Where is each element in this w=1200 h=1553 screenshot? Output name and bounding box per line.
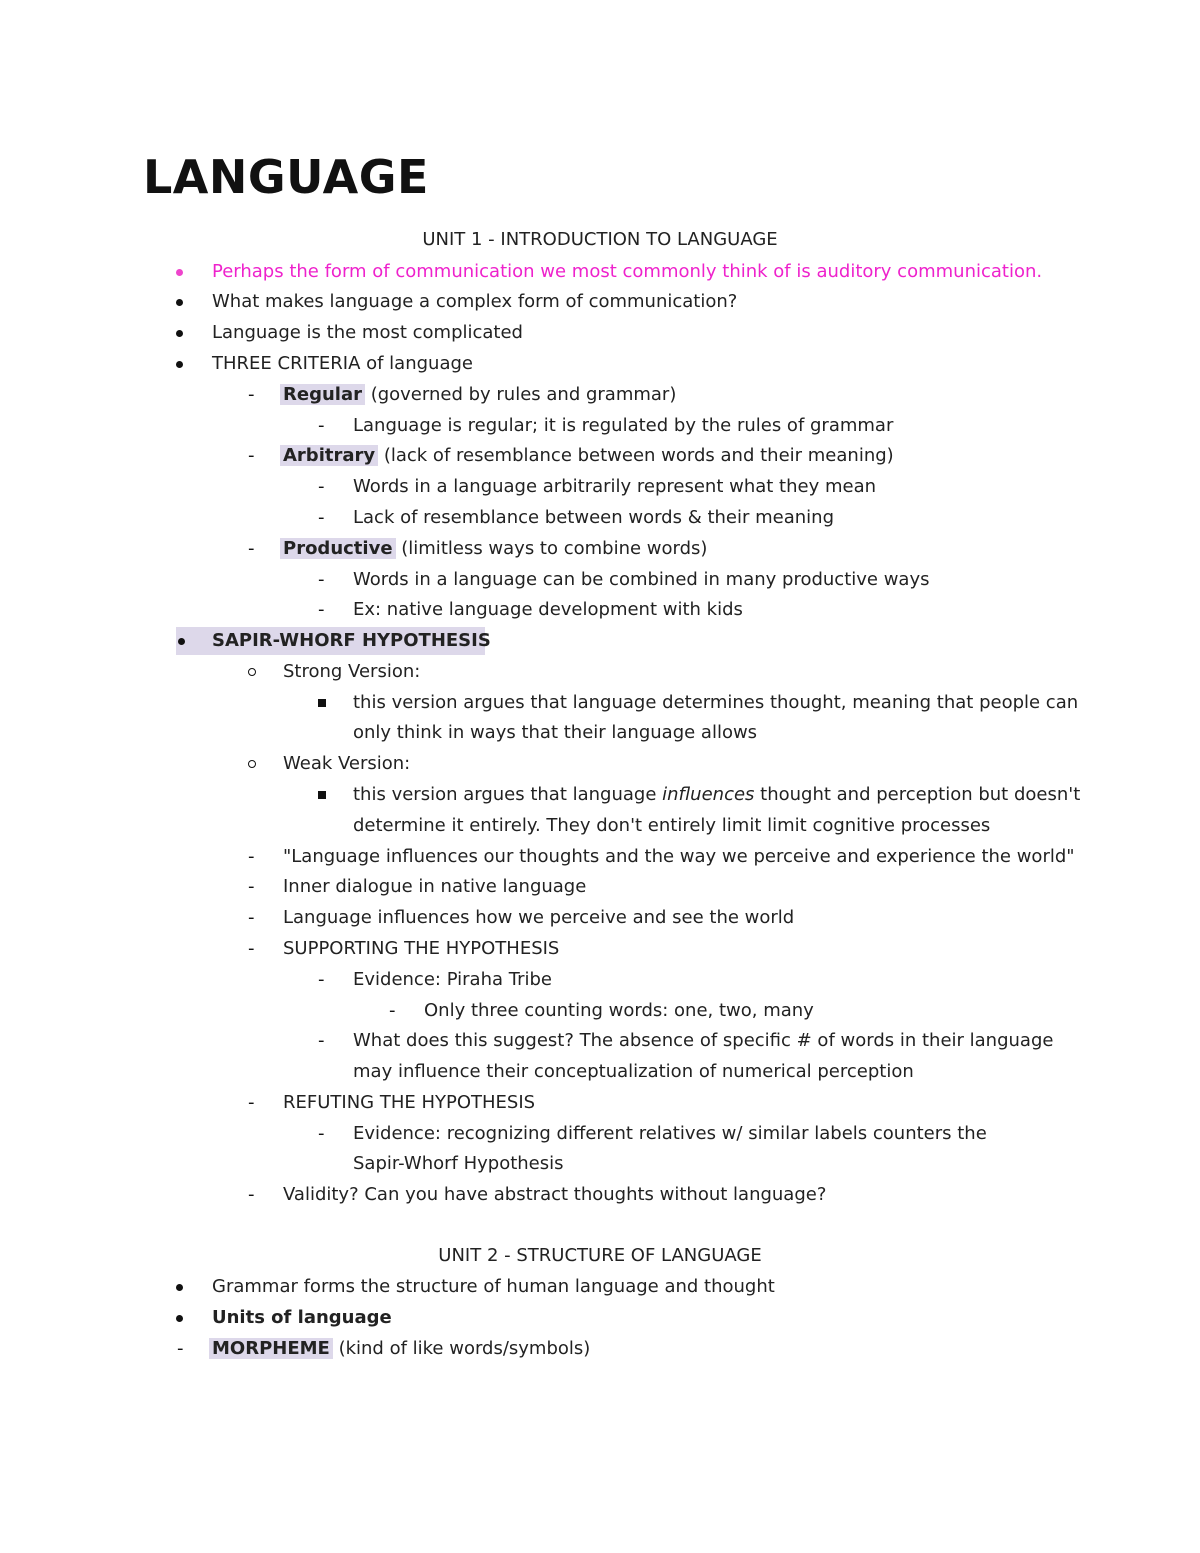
square-bullet-icon xyxy=(318,689,326,717)
productive-desc: (limitless ways to combine words) xyxy=(395,538,708,559)
evidence-piraha: Evidence: Piraha Tribe xyxy=(353,969,552,990)
unit1-bullet-2: What makes language a complex form of communication? xyxy=(212,291,738,312)
influences-world-line: Language influences how we perceive and see the world xyxy=(283,907,795,928)
unit1-bullet-1: Perhaps the form of communication we most commonly think of is auditory communication. xyxy=(212,261,1043,282)
weak-version-line-1 xyxy=(353,781,1080,809)
dash-marker: - xyxy=(248,1184,255,1205)
square-bullet-icon xyxy=(318,781,326,809)
suggest-line-2: may influence their conceptualization of numerical perception xyxy=(353,1061,914,1082)
arbitrary-sub-2: Lack of resemblance between words & their meaning xyxy=(353,507,834,528)
refute-line-1: Evidence: recognizing different relatives w/ similar labels counters the xyxy=(353,1123,987,1144)
dash-marker: - xyxy=(248,846,255,867)
bullet-dot-icon xyxy=(176,350,183,378)
dash-marker: - xyxy=(318,969,325,990)
arbitrary-sub-1: Words in a language arbitrarily represent what they mean xyxy=(353,476,877,497)
supporting-heading: SUPPORTING THE HYPOTHESIS xyxy=(283,938,560,959)
document-title: LANGUAGE xyxy=(143,150,429,204)
suggest-line-1: What does this suggest? The absence of specific # of words in their language xyxy=(353,1030,1054,1051)
bullet-dot-icon xyxy=(176,258,183,286)
dash-marker: - xyxy=(318,1030,325,1051)
circle-bullet-icon xyxy=(248,658,256,686)
bullet-dot-icon xyxy=(176,1273,183,1301)
dash-marker: - xyxy=(248,938,255,959)
dash-marker: - xyxy=(318,599,325,620)
criteria-regular xyxy=(283,381,676,409)
arbitrary-term: Arbitrary xyxy=(280,445,378,466)
unit1-bullet-3: Language is the most complicated xyxy=(212,322,523,343)
strong-version-label: Strong Version: xyxy=(283,661,421,682)
unit1-bullet-4: THREE CRITERIA of language xyxy=(212,353,473,374)
unit2-heading: UNIT 2 - STRUCTURE OF LANGUAGE xyxy=(438,1245,762,1266)
validity-line: Validity? Can you have abstract thoughts without language? xyxy=(283,1184,827,1205)
counting-words: Only three counting words: one, two, many xyxy=(424,1000,814,1021)
inner-dialogue-line: Inner dialogue in native language xyxy=(283,876,587,897)
dash-marker: - xyxy=(318,1123,325,1144)
dash-marker: - xyxy=(248,445,255,466)
dash-marker: - xyxy=(248,876,255,897)
dash-marker: - xyxy=(248,1092,255,1113)
strong-version-line-2: only think in ways that their language allows xyxy=(353,722,758,743)
dash-marker: - xyxy=(389,1000,396,1021)
regular-sub-1: Language is regular; it is regulated by the rules of grammar xyxy=(353,415,894,436)
bullet-dot-icon xyxy=(176,319,183,347)
circle-bullet-icon xyxy=(248,750,256,778)
morpheme-line xyxy=(212,1335,590,1363)
quote-line: "Language influences our thoughts and the way we perceive and experience the world" xyxy=(283,846,1075,867)
regular-desc: (governed by rules and grammar) xyxy=(364,384,677,405)
dash-marker: - xyxy=(318,415,325,436)
strong-version-line-1: this version argues that language determines thought, meaning that people can xyxy=(353,692,1079,713)
morpheme-term: MORPHEME xyxy=(209,1338,333,1359)
dash-marker: - xyxy=(248,907,255,928)
bullet-dot-icon xyxy=(176,1304,183,1332)
dash-marker: - xyxy=(318,569,325,590)
weak-line-1-part-a: this version argues that language xyxy=(353,784,663,805)
morpheme-desc: (kind of like words/symbols) xyxy=(332,1338,591,1359)
unit1-heading: UNIT 1 - INTRODUCTION TO LANGUAGE xyxy=(422,229,778,250)
dash-marker: - xyxy=(177,1338,184,1359)
productive-sub-2: Ex: native language development with kids xyxy=(353,599,743,620)
productive-sub-1: Words in a language can be combined in many productive ways xyxy=(353,569,930,590)
dash-marker: - xyxy=(318,507,325,528)
criteria-productive xyxy=(283,535,707,563)
unit2-bullet-1: Grammar forms the structure of human language and thought xyxy=(212,1276,775,1297)
regular-term: Regular xyxy=(280,384,365,405)
refuting-heading: REFUTING THE HYPOTHESIS xyxy=(283,1092,536,1113)
weak-line-1-emphasis: influences xyxy=(662,784,755,805)
dash-marker: - xyxy=(248,538,255,559)
dash-marker: - xyxy=(318,476,325,497)
weak-line-1-part-b: thought and perception but doesn't xyxy=(754,784,1081,805)
unit2-bullet-2: Units of language xyxy=(212,1307,392,1328)
sapir-whorf-heading: SAPIR-WHORF HYPOTHESIS xyxy=(212,630,491,651)
bullet-dot-icon xyxy=(178,627,185,655)
dash-marker: - xyxy=(248,384,255,405)
arbitrary-desc: (lack of resemblance between words and their meaning) xyxy=(378,445,894,466)
criteria-arbitrary xyxy=(283,442,894,470)
bullet-dot-icon xyxy=(176,288,183,316)
weak-version-line-2: determine it entirely. They don't entirely limit limit cognitive processes xyxy=(353,815,991,836)
refute-line-2: Sapir-Whorf Hypothesis xyxy=(353,1153,564,1174)
productive-term: Productive xyxy=(280,538,396,559)
weak-version-label: Weak Version: xyxy=(283,753,411,774)
